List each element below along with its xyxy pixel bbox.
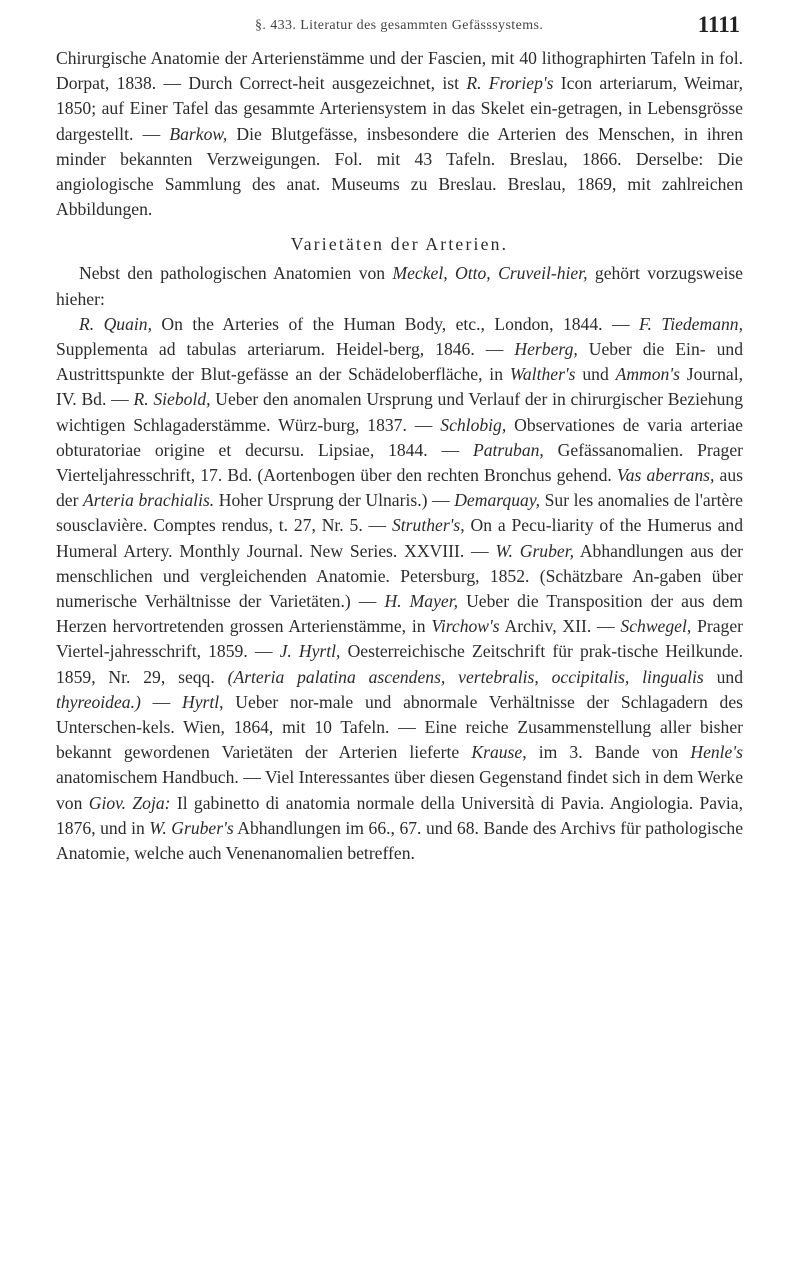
paragraph-variety-literature <box>56 312 743 866</box>
text-run: Hoher Ursprung der Ulnaris.) — <box>214 490 455 511</box>
text-run: Ueber nor-male und abnormale Verhältnisse der Schlagadern des Unterschen-kels. Wien, 1864, mit 10 Tafeln. — Eine reiche Zusammenstellung aller bisher bekannt gewordenen Varietäten der Arterien lieferte <box>56 691 743 763</box>
text-run: anatomischem Handbuch. — Viel Interessantes über diesen Gegenstand findet sich in dem Werke von <box>56 767 743 813</box>
text-run: Journal, IV. Bd. — <box>56 364 743 410</box>
body-text <box>56 46 743 866</box>
text-run: und <box>703 666 743 687</box>
text-run: Chirurgische Anatomie der Arterienstämme und der Fascien, mit 40 lithographirten Tafeln in fol. Dorpat, 1838. — Durch Correct-heit ausgezeichnet, ist <box>56 48 743 94</box>
author-name: Schlobig, <box>440 414 507 435</box>
text-run: Icon arteriarum, Weimar, 1850; auf Einer Tafel das gesammte Arteriensystem in das Skelet ein-getragen, in Lebensgrösse dargestellt. — <box>56 73 743 144</box>
text-run: Archiv, XII. — <box>499 616 621 637</box>
text-run: Oesterreichische Zeitschrift für prak-tische Heilkunde. 1859, Nr. 29, seqq. <box>56 641 743 687</box>
author-name: Ammon's <box>615 364 680 385</box>
author-name: W. Gruber, <box>495 540 574 561</box>
text-run: Ueber die Ein- und Austrittspunkte der Blut-gefässe an der Schädeloberfläche, in <box>56 339 744 385</box>
latin-term: Vas aberrans, <box>616 465 715 486</box>
author-name: Giov. Zoja: <box>88 792 171 813</box>
text-run: Die Blutgefässe, insbesondere die Arterien des Menschen, in ihren minder bekannten Verzweigungen. Fol. mit 43 Tafeln. Breslau, 1866. Derselbe: Die angiologische Sammlung des anat. Museums zu Breslau. Breslau, 1869, mit zahlreichen Abbildungen. <box>56 123 743 220</box>
text-run: Sur les anomalies de l'artère sousclavière. Comptes rendus, t. 27, Nr. 5. — <box>56 490 743 536</box>
author-name: F. Tiedemann, <box>639 313 743 334</box>
text-run: Abhandlungen aus der menschlichen und vergleichenden Anatomie. Petersburg, 1852. (Schätzbare An-gaben über numerische Verhältnisse der Varietäten.) — <box>56 540 743 612</box>
latin-term: Arteria brachialis. <box>83 490 215 511</box>
text-run: und <box>575 364 616 385</box>
author-name: Virchow's <box>431 616 500 637</box>
section-heading: Varietäten der Arterien. <box>290 234 509 255</box>
paragraph-literature-intro <box>56 46 743 222</box>
author-name: Krause, <box>471 742 527 763</box>
author-name: H. Mayer, <box>384 591 459 612</box>
author-name: Meckel, Otto, Cruveil-hier, <box>392 263 588 284</box>
author-name: Schwegel, <box>620 616 692 637</box>
author-name: Herberg, <box>514 339 578 360</box>
text-run: On the Arteries of the Human Body, etc., London, 1844. — <box>151 313 640 334</box>
text-run: — <box>140 691 182 712</box>
author-name: Barkow, <box>169 123 228 144</box>
text-run: gehört vorzugsweise hieher: <box>56 263 743 309</box>
running-title: §. 433. Literatur des gesammten Gefässsystems. <box>255 18 544 33</box>
running-head <box>255 14 740 50</box>
text-run: Abhandlungen im 66., 67. und 68. Bande des Archivs für pathologische Anatomie, welche auch Venenanomalien betreffen. <box>56 817 744 864</box>
author-name: Patruban, <box>472 439 544 460</box>
latin-term: (Arteria palatina ascendens, vertebralis, occipitalis, lingualis <box>227 666 704 687</box>
author-name: R. Froriep's <box>466 73 554 94</box>
text-run: Nebst den pathologischen Anatomien von <box>79 263 393 284</box>
text-run: Supplementa ad tabulas arteriarum. Heidel-berg, 1846. — <box>56 339 515 360</box>
text-run: Il gabinetto di anatomia normale della Università di Pavia. Angiologia. Pavia, 1876, und in <box>56 792 743 838</box>
author-name: Henle's <box>690 742 743 763</box>
author-name: Struther's, <box>392 515 465 536</box>
latin-term: thyreoidea.) <box>56 691 141 712</box>
author-name: Walther's <box>509 364 576 385</box>
text-run: Gefässanomalien. Prager Vierteljahresschrift, 17. Bd. (Aortenbogen über den rechten Bronchus gehend. <box>56 439 743 486</box>
page-number: 1111 <box>697 12 740 37</box>
text-run: Observationes de varia arteriae obturatoriae origine et decursu. Lipsiae, 1844. — <box>56 414 743 460</box>
text-run: Ueber die Transposition der aus dem Herzen hervortretenden grossen Arterienstämme, in <box>56 591 743 637</box>
author-name: J. Hyrtl, <box>279 641 341 662</box>
paragraph-pathological-anatomies <box>56 261 743 311</box>
author-name: W. Gruber's <box>149 817 234 838</box>
text-run: Prager Viertel-jahresschrift, 1859. — <box>56 616 743 662</box>
author-name: Demarquay, <box>454 490 541 511</box>
text-run: im 3. Bande von <box>526 742 691 763</box>
author-name: R. Quain, <box>79 313 152 334</box>
text-run: Ueber den anomalen Ursprung und Verlauf der in chirurgischer Beziehung wichtigen Schlagaderstämme. Würz-burg, 1837. — <box>56 389 743 435</box>
text-run: aus der <box>56 465 743 511</box>
author-name: R. Siebold, <box>133 389 211 410</box>
author-name: Hyrtl, <box>181 691 224 712</box>
text-run: On a Pecu-liarity of the Humerus and Humeral Artery. Monthly Journal. New Series. XXVIII. — <box>56 515 743 561</box>
